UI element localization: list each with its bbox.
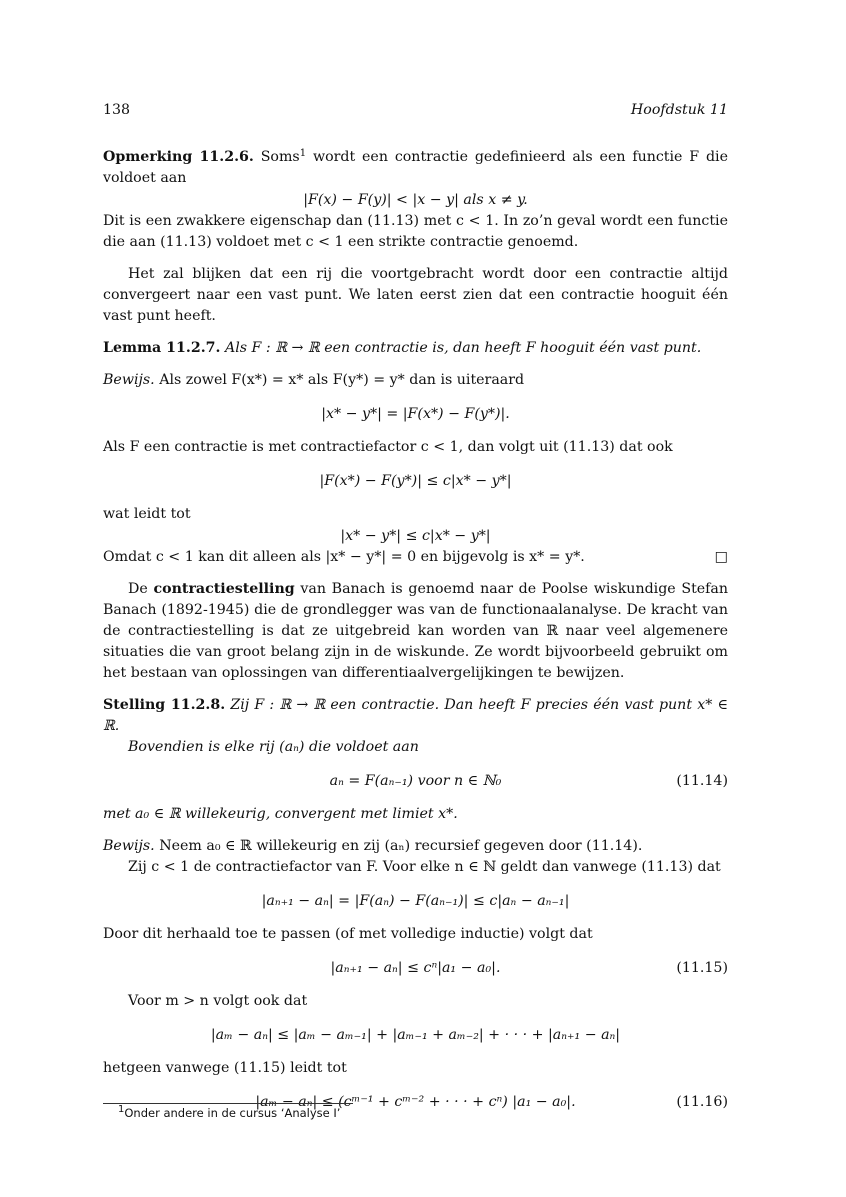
remark-label: Opmerking 11.2.6. bbox=[103, 149, 254, 165]
proof-2-line-4: Voor m > n volgt ook dat bbox=[128, 993, 308, 1009]
remark-paragraph bbox=[103, 147, 728, 189]
para2-start: De bbox=[128, 581, 148, 597]
remark-equation: |F(x) − F(y)| < |x − y| als x ≠ y. bbox=[303, 192, 528, 208]
proof-1-line-2: Als F een contractie is met contractiefactor c < 1, dan volgt uit (11.13) dat ook bbox=[103, 439, 673, 455]
proof-1-line-4 bbox=[103, 547, 728, 568]
proof-1-text: Als zowel F(x*) = x* als F(y*) = y* dan is uiteraard bbox=[159, 372, 525, 388]
qed-symbol: □ bbox=[714, 549, 728, 565]
proof-2-equation-3: |aₘ − aₙ| ≤ |aₘ − aₘ₋₁| + |aₘ₋₁ + aₘ₋₂| + · · · + |aₙ₊₁ − aₙ| bbox=[210, 1027, 621, 1043]
proof-2-line-1 bbox=[103, 836, 728, 857]
proof-1-equation-2: |F(x*) − F(y*)| ≤ c|x* − y*| bbox=[319, 473, 512, 489]
para2-text: van Banach is genoemd naar de Poolse wiskundige Stefan Banach (1892-1945) die de grondlegger was van de functionaalanalyse. De kracht van de contractiestelling is dat ze uitgebreid kan worden van ℝ naar veel algemenere situaties die van groot belang zijn in de wiskunde. Ze wordt bijvoorbeeld gebruikt om het bestaan van oplossingen van differentiaalvergelijkingen te bewijzen. bbox=[103, 581, 729, 681]
proof-2-text: Neem a₀ ∈ ℝ willekeurig en zij (aₙ) recursief gegeven door (11.14). bbox=[159, 838, 643, 854]
paragraph-2 bbox=[103, 579, 728, 684]
page-content bbox=[103, 100, 728, 1125]
proof-2-equation-1: |aₙ₊₁ − aₙ| = |F(aₙ) − F(aₙ₋₁)| ≤ c|aₙ − aₙ₋₁| bbox=[261, 893, 570, 909]
equation-number: (11.14) bbox=[676, 773, 728, 789]
proof-1-equation-1: |x* − y*| = |F(x*) − F(y*)|. bbox=[321, 406, 510, 422]
proof-2-line-2: Zij c < 1 de contractiefactor van F. Voor elke n ∈ ℕ geldt dan vanwege (11.13) dat bbox=[128, 859, 721, 875]
theorem bbox=[103, 695, 728, 737]
chapter-title: Hoofdstuk 11 bbox=[630, 102, 728, 118]
lemma-label: Lemma 11.2.7. bbox=[103, 340, 221, 356]
proof-1-line-1 bbox=[103, 370, 728, 391]
lemma bbox=[103, 338, 728, 359]
proof-1-line-3: wat leidt tot bbox=[103, 506, 191, 522]
remark-text-2: Dit is een zwakkere eigenschap dan (11.13) met c < 1. In zo’n geval wordt een functie die aan (11.13) voldoet met c < 1 een strikte contractie genoemd. bbox=[103, 213, 728, 250]
theorem-text-3: met a₀ ∈ ℝ willekeurig, convergent met limiet x*. bbox=[103, 806, 458, 822]
proof-label: Bewijs. bbox=[103, 838, 155, 854]
proof-1-equation-3: |x* − y*| ≤ c|x* − y*| bbox=[340, 528, 491, 544]
proof-label: Bewijs. bbox=[103, 372, 155, 388]
paragraph-1: Het zal blijken dat een rij die voortgebracht wordt door een contractie altijd convergeert naar een vast punt. We laten eerst zien dat een contractie hooguit één vast punt heeft. bbox=[103, 266, 728, 324]
proof-1-conclusion: Omdat c < 1 kan dit alleen als |x* − y*| = 0 en bijgevolg is x* = y*. bbox=[103, 549, 585, 565]
remark-text: wordt een contractie gedefinieerd als een functie F die voldoet aan bbox=[103, 149, 728, 186]
proof-2-line-3: Door dit herhaald toe te passen (of met volledige inductie) volgt dat bbox=[103, 926, 593, 942]
equation-11-15: |aₙ₊₁ − aₙ| ≤ cⁿ|a₁ − a₀|. bbox=[330, 960, 501, 976]
theorem-text-2: Bovendien is elke rij (aₙ) die voldoet aan bbox=[128, 739, 419, 755]
footnote-mark: 1 bbox=[299, 148, 307, 159]
contraction-theorem-term: contractiestelling bbox=[153, 581, 295, 597]
theorem-text-1: Zij F : ℝ → ℝ een contractie. Dan heeft F precies één vast punt x* ∈ ℝ. bbox=[103, 697, 728, 734]
theorem-label: Stelling 11.2.8. bbox=[103, 697, 226, 713]
equation-11-14: aₙ = F(aₙ₋₁) voor n ∈ ℕ₀ bbox=[329, 773, 502, 789]
proof-2-line-5: hetgeen vanwege (11.15) leidt tot bbox=[103, 1060, 347, 1076]
proof-2-equation-2 bbox=[103, 957, 728, 979]
running-header bbox=[103, 100, 728, 121]
page-number: 138 bbox=[103, 102, 131, 118]
equation-number: (11.15) bbox=[676, 960, 728, 976]
remark-text-start: Soms bbox=[260, 149, 300, 165]
footnote-number: 1 bbox=[118, 1104, 125, 1116]
theorem-equation bbox=[103, 770, 728, 792]
equation-number: (11.16) bbox=[676, 1094, 728, 1110]
equation-11-16: |aₘ − aₙ| ≤ (cᵐ⁻¹ + cᵐ⁻² + · · · + cⁿ) |a₁ − a₀|. bbox=[255, 1094, 576, 1110]
footnote bbox=[118, 1106, 340, 1121]
footnote-text: Onder andere in de cursus ‘Analyse I’ bbox=[124, 1106, 341, 1120]
footnote-divider bbox=[103, 1103, 353, 1104]
lemma-text: Als F : ℝ → ℝ een contractie is, dan heeft F hooguit één vast punt. bbox=[224, 340, 702, 356]
